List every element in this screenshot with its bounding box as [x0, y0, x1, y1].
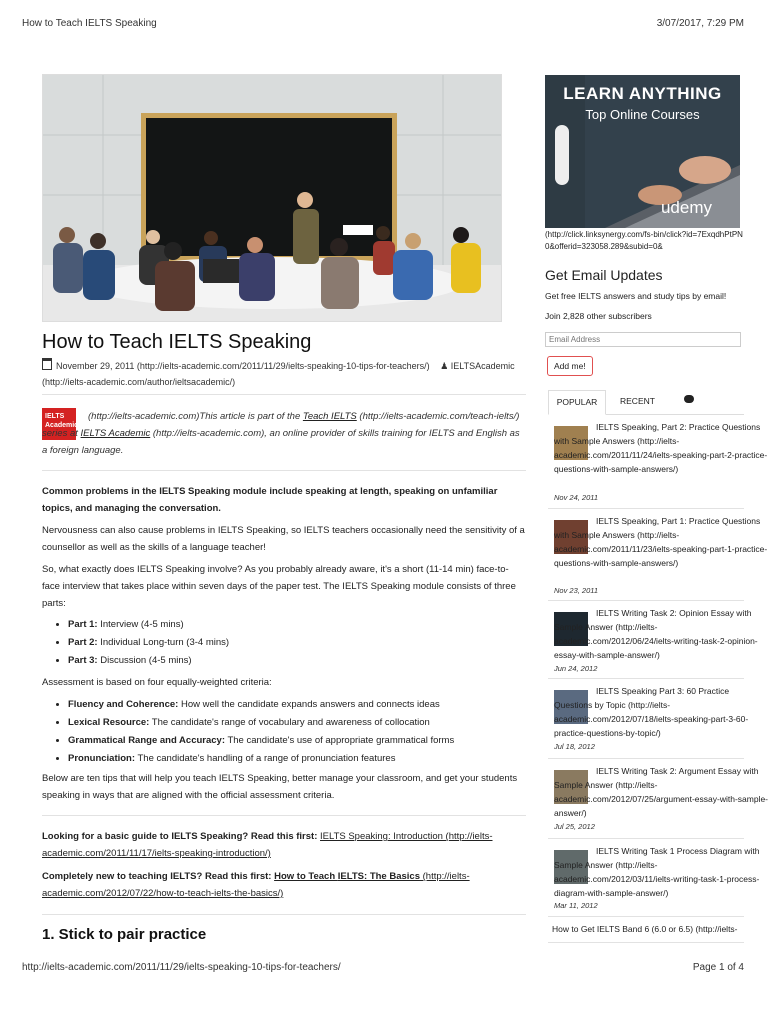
new-teacher-note: Completely new to teaching IELTS? Read this first: How to Teach IELTS: The Basics (http://ielts-academic.com/2012/07/22/how-to-teach-ielts-the-basics/) — [42, 871, 470, 899]
page-number: Page 1 of 4 — [692, 962, 744, 973]
tab-popular[interactable]: POPULAR — [548, 390, 606, 415]
email-widget-title: Get Email Updates — [545, 267, 663, 283]
list-item: • Lexical Resource: The candidate's range of vocabulary and awareness of collocation — [68, 714, 526, 732]
paragraph-problems: Common problems in the IELTS Speaking module include speaking at length, speaking on unfamiliar topics, and managing the conversation. — [42, 486, 498, 514]
article-title: How to Teach IELTS Speaking — [42, 331, 312, 353]
teach-ielts-basics-link[interactable]: How to Teach IELTS: The Basics (http://ielts-academic.com/2012/07/22/how-to-teach-ielts-the-basics/) — [42, 871, 470, 899]
section-heading: 1. Stick to pair practice — [42, 926, 207, 943]
udemy-logo: udemy — [660, 198, 712, 217]
user-icon: ♟ — [440, 361, 449, 371]
tab-recent[interactable]: RECENT — [620, 396, 655, 406]
post-date: Jul 25, 2012 — [554, 822, 595, 831]
list-item[interactable] — [548, 514, 768, 598]
parts-list — [42, 616, 526, 670]
ad-link[interactable]: (http://click.linksynergy.com/fs-bin/click?id=7ExqdhPtPN0&offerid=323058.289&subid=0& — [545, 230, 743, 251]
add-me-button[interactable]: Add me! — [547, 356, 593, 376]
post-date: Jul 18, 2012 — [554, 742, 595, 751]
print-header-title: How to Teach IELTS Speaking — [22, 18, 157, 29]
comment-icon[interactable] — [684, 395, 694, 403]
paragraph-involve: So, what exactly does IELTS Speaking involve? As you probably already aware, it's a short (11-14 min) face-to-face interview that takes place within seven days of the paper test. The IELTS Speaking module consists of three parts: — [42, 564, 516, 609]
article-intro: (http://ielts-academic.com)This article is part of the Teach IELTS (http://ielts-academic.com/teach-ielts/) series at IELTS Academic (http://ielts-academic.com), an online provider of skills training for IELTS and English as a foreign language. — [42, 411, 520, 456]
print-header-datetime: 3/07/2017, 7:29 PM — [656, 18, 744, 29]
ad-headline: LEARN ANYTHING — [563, 84, 722, 103]
list-item[interactable] — [548, 684, 768, 754]
post-link[interactable]: IELTS Speaking, Part 2: Practice Questions with Sample Answers (http://ielts-academic.com/2011/11/24/ielts-speaking-part-2-practice-questions-with-sample-answers/) — [554, 422, 768, 474]
udemy-ad-banner[interactable] — [545, 75, 740, 228]
author-link[interactable]: IELTSAcademic — [450, 361, 515, 371]
email-widget-desc: Get free IELTS answers and study tips by email! — [545, 291, 727, 301]
post-link[interactable]: IELTS Writing Task 2: Argument Essay with Sample Answer (http://ielts-academic.com/2012/07/25/argument-essay-with-sample-answer/) — [554, 766, 768, 818]
teach-ielts-link[interactable]: Teach IELTS — [302, 411, 357, 422]
post-date: Jun 24, 2012 — [554, 664, 598, 673]
print-footer-url: http://ielts-academic.com/2011/11/29/ielts-speaking-10-tips-for-teachers/ — [22, 962, 341, 973]
email-field[interactable] — [545, 332, 741, 347]
list-item[interactable] — [548, 844, 768, 914]
article-meta — [42, 358, 522, 390]
list-item[interactable] — [548, 606, 768, 676]
post-link[interactable]: IELTS Speaking Part 3: 60 Practice Questions by Topic (http://ielts-academic.com/2012/07/18/ielts-speaking-part-3-60-practice-questions-by-topic/) — [554, 686, 749, 738]
post-date-link[interactable]: November 29, 2011 (http://ielts-academic.com/2011/11/29/ielts-speaking-10-tips-for-teachers/) — [56, 361, 430, 371]
post-link[interactable]: IELTS Speaking, Part 1: Practice Questions with Sample Answers (http://ielts-academic.com/2011/11/23/ielts-speaking-part-1-practice-questions-with-sample-answers/) — [554, 516, 768, 568]
list-item: • Pronunciation: The candidate's handling of a range of pronunciation features — [68, 750, 526, 768]
paragraph-tips: Below are ten tips that will help you teach IELTS Speaking, better manage your classroom, and get your students speaking in ways that are aligned with the official assessment criteria. — [42, 773, 518, 801]
ad-subheadline: Top Online Courses — [585, 107, 700, 122]
list-item: • Fluency and Coherence: How well the candidate expands answers and connects ideas — [68, 696, 526, 714]
ielts-academic-logo[interactable]: IELTS Academic — [42, 408, 76, 440]
post-link[interactable]: IELTS Writing Task 1 Process Diagram with Sample Answer (http://ielts-academic.com/2012/03/11/ielts-writing-task-1-process-diagram-with-sample-answer/) — [554, 846, 760, 898]
paragraph-nervousness: Nervousness can also cause problems in IELTS Speaking, so IELTS teachers occasionally need the sensitivity of a counsellor as well as the skills of a language teacher! — [42, 525, 525, 553]
post-date: Mar 11, 2012 — [554, 901, 598, 910]
criteria-list — [42, 696, 526, 768]
post-date: Nov 23, 2011 — [554, 586, 599, 595]
list-item[interactable] — [548, 420, 768, 506]
list-item[interactable] — [548, 764, 768, 836]
post-date: Nov 24, 2011 — [554, 493, 599, 502]
basic-guide-note: Looking for a basic guide to IELTS Speaking? Read this first: IELTS Speaking: Introduction (http://ielts-academic.com/2011/11/17/ielts-speaking-introduction/) — [42, 831, 493, 859]
list-item: • Part 1: Interview (4-5 mins) — [68, 616, 526, 634]
post-link[interactable]: IELTS Writing Task 2: Opinion Essay with Sample Answer (http://ielts-academic.com/2012/06/24/ielts-writing-task-2-opinion-essay-with-sample-answer/) — [554, 608, 758, 660]
post-link[interactable]: How to Get IELTS Band 6 (6.0 or 6.5) (http://ielts- — [552, 924, 738, 934]
author-url[interactable]: (http://ielts-academic.com/author/ieltsacademic/) — [42, 377, 236, 387]
subscriber-count: Join 2,828 other subscribers — [545, 311, 652, 321]
list-item: • Part 3: Discussion (4-5 mins) — [68, 652, 526, 670]
speaking-introduction-link[interactable]: IELTS Speaking: Introduction (http://ielts-academic.com/2011/11/17/ielts-speaking-introduction/) — [42, 831, 493, 859]
list-item: • Grammatical Range and Accuracy: The candidate's use of appropriate grammatical forms — [68, 732, 526, 750]
list-item: • Part 2: Individual Long-turn (3-4 mins) — [68, 634, 526, 652]
classroom-photo — [42, 74, 502, 322]
ielts-academic-link[interactable]: IELTS Academic — [80, 428, 151, 439]
posts-tabs — [548, 390, 744, 415]
paragraph-assessment: Assessment is based on four equally-weighted criteria: — [42, 677, 272, 688]
calendar-icon — [42, 358, 52, 370]
